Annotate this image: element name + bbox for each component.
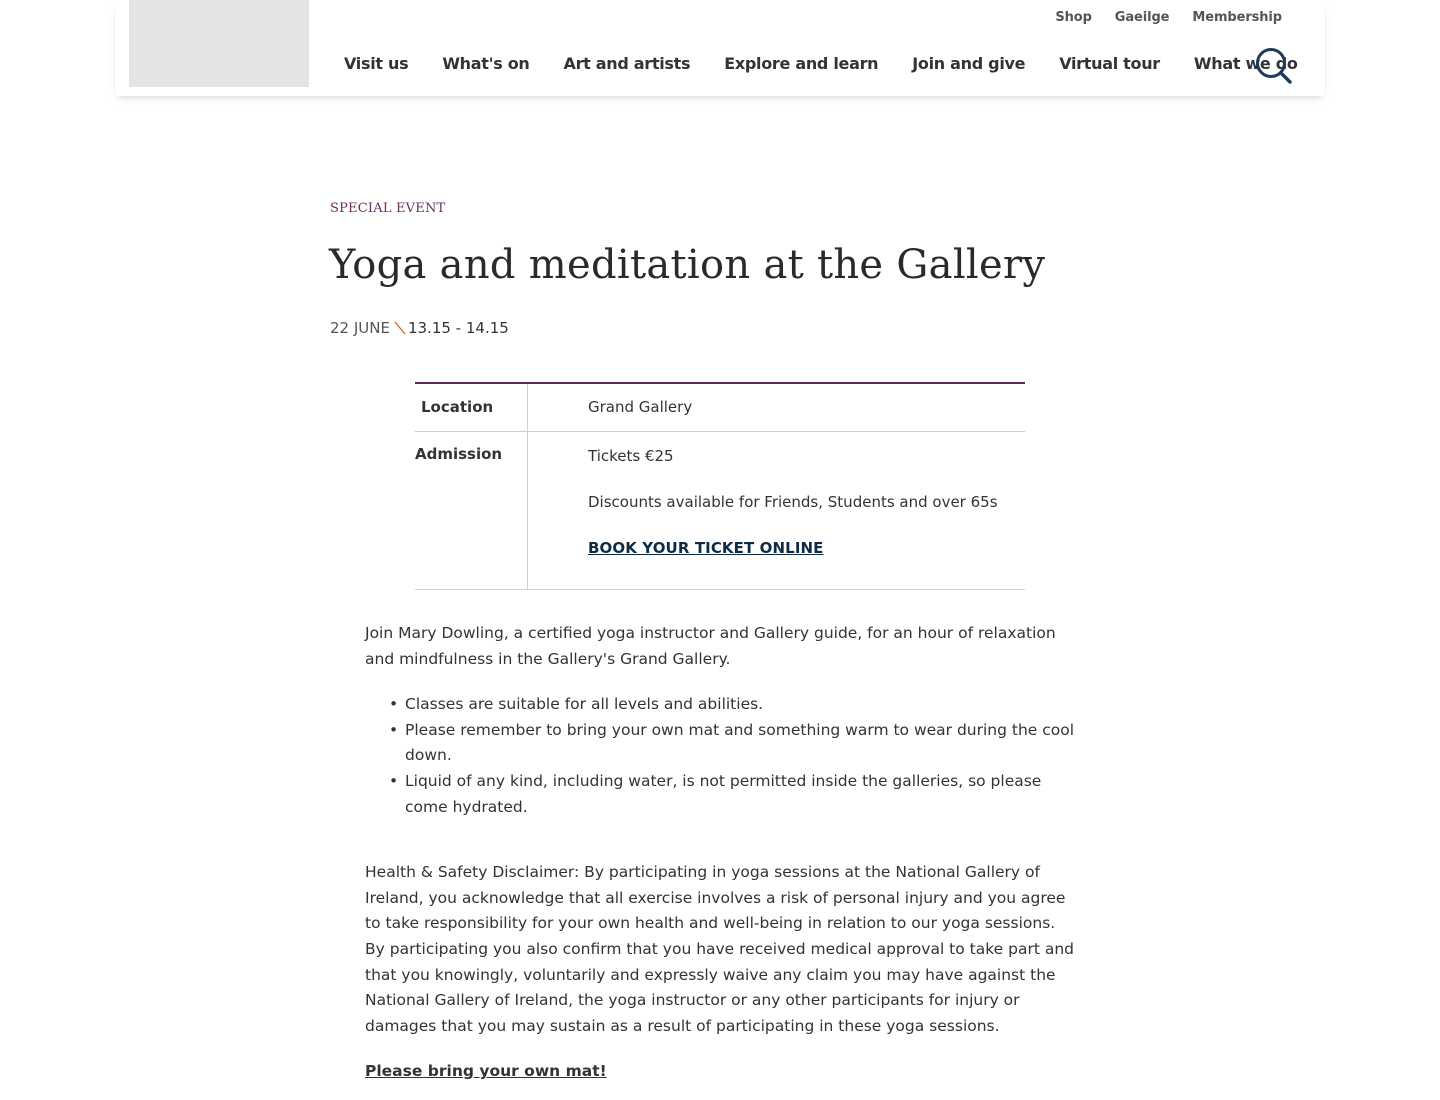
location-value: Grand Gallery	[588, 398, 693, 416]
search-icon	[1255, 47, 1293, 85]
admission-discounts: Discounts available for Friends, Students and over 65s	[588, 493, 998, 511]
list-item: • Please remember to bring your own mat and something warm to wear during the cool down.	[405, 718, 1075, 769]
admission-label: Admission	[415, 432, 528, 589]
nav-item-whats-on[interactable]: What's on	[442, 54, 530, 73]
book-ticket-link[interactable]: BOOK YOUR TICKET ONLINE	[588, 539, 824, 557]
event-info-table	[415, 382, 1025, 590]
nav-item-visit-us[interactable]: Visit us	[344, 54, 409, 73]
search-button[interactable]	[1255, 47, 1293, 85]
health-safety-disclaimer: Health & Safety Disclaimer: By participating in yoga sessions at the National Gallery of Ireland, you acknowledge that all exercise involves a risk of personal injury and you agree to take responsibility for your own health and well-being in relation to our yoga sessions. By participating you also confirm that you have received medical approval to take part and that you knowingly, voluntarily and expressly waive any claim you may have against the National Gallery of Ireland, the yoga instructor or any other participants for injury or damages that you may sustain as a result of participating in these yoga sessions.	[365, 863, 1075, 1035]
site-header	[115, 0, 1325, 96]
utility-link-shop[interactable]: Shop	[1055, 10, 1092, 25]
event-description	[365, 621, 1075, 1085]
page-title: Yoga and meditation at the Gallery	[329, 242, 1046, 288]
location-label: Location	[415, 384, 528, 431]
utility-link-membership[interactable]: Membership	[1192, 10, 1282, 25]
nav-item-art-and-artists[interactable]: Art and artists	[563, 54, 691, 73]
mat-reminder: Please bring your own mat!	[365, 1062, 607, 1081]
event-date: 22 JUNE	[330, 319, 390, 337]
nav-item-join-and-give[interactable]: Join and give	[912, 54, 1026, 73]
nav-item-explore-and-learn[interactable]: Explore and learn	[724, 54, 879, 73]
event-date-time	[330, 319, 509, 337]
utility-link-gaeilge[interactable]: Gaeilge	[1114, 10, 1170, 25]
site-logo[interactable]	[129, 0, 309, 87]
table-row-admission	[415, 432, 1025, 590]
admission-value	[528, 432, 1025, 589]
event-notes-list	[365, 692, 1075, 820]
event-type-label: SPECIAL EVENT	[330, 201, 446, 216]
nav-item-what-we-do[interactable]: What we do	[1193, 54, 1298, 73]
event-time: 13.15 - 14.15	[407, 319, 509, 337]
date-separator-icon	[393, 320, 407, 336]
table-row-location	[415, 384, 1025, 432]
main-nav	[344, 54, 1332, 73]
nav-item-virtual-tour[interactable]: Virtual tour	[1059, 54, 1160, 73]
list-item: • Classes are suitable for all levels and abilities.	[405, 692, 1075, 718]
intro-paragraph: Join Mary Dowling, a certified yoga instructor and Gallery guide, for an hour of relaxation and mindfulness in the Gallery's Grand Gallery.	[365, 624, 1056, 668]
admission-price: Tickets €25	[588, 447, 674, 465]
list-item: • Liquid of any kind, including water, is not permitted inside the galleries, so please come hydrated.	[405, 769, 1075, 820]
utility-nav	[1055, 10, 1282, 25]
